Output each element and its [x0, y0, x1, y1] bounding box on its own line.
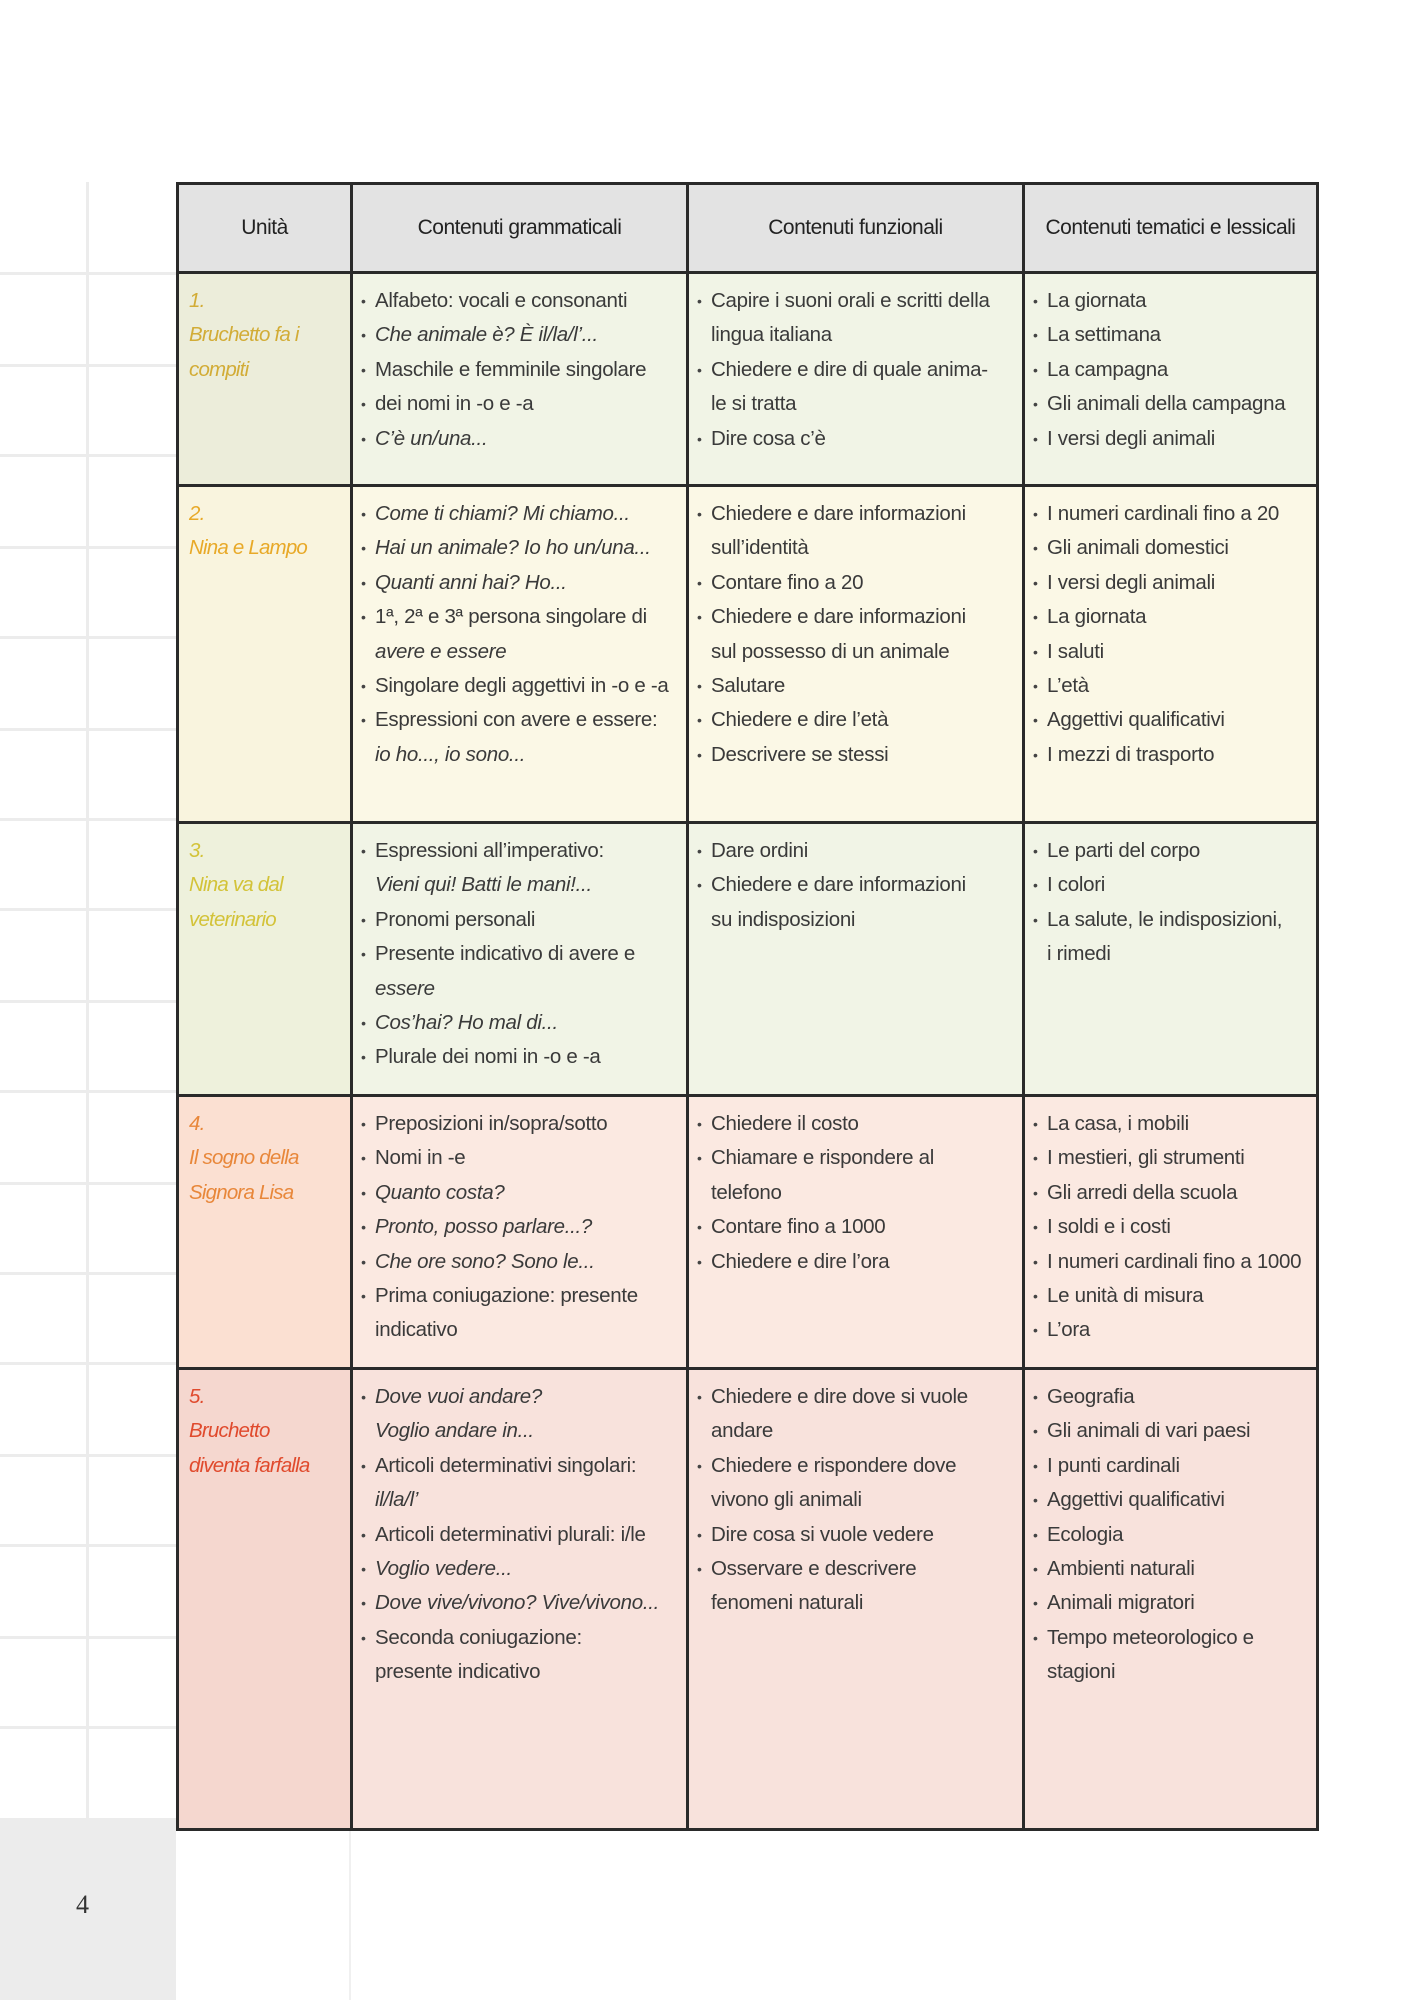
list-item: • Dare ordini	[697, 834, 1014, 868]
unit-cell	[178, 1096, 352, 1369]
list-item: • Nomi in -e	[361, 1141, 678, 1175]
list-item: • L’ora	[1033, 1313, 1308, 1347]
list-item: • La giornata	[1033, 284, 1308, 318]
list-item: • L’età	[1033, 669, 1308, 703]
unit-title-line: Il sogno della	[189, 1146, 299, 1170]
unit-title-line: Bruchetto fa i	[189, 323, 299, 347]
list-item: • La campagna	[1033, 353, 1308, 387]
list-item: • Chiedere e rispondere dove	[697, 1449, 1014, 1483]
list-item-continuation: io ho..., io sono...	[375, 742, 526, 766]
grammar-cell	[352, 486, 688, 823]
grammar-cell	[352, 1369, 688, 1830]
list-item-continuation: sull’identità	[711, 536, 809, 560]
list-item-continuation: su indisposizioni	[711, 907, 856, 931]
functional-cell	[688, 486, 1024, 823]
list-item-continuation: essere	[375, 976, 435, 1000]
unit-title-line: Nina e Lampo	[189, 536, 308, 560]
list-item: • Come ti chiami? Mi chiamo...	[361, 497, 678, 531]
unit-title-line: veterinario	[189, 907, 276, 931]
list-item: • Chiedere e dare informazioni	[697, 497, 1014, 531]
unit-number: 5.	[189, 1385, 205, 1408]
list-item-continuation: vivono gli animali	[711, 1488, 862, 1512]
grid-line	[0, 546, 176, 549]
thematic-cell	[1024, 823, 1318, 1096]
grid-line	[0, 1636, 176, 1639]
list-item: • Chiedere il costo	[697, 1107, 1014, 1141]
unit-title-line: compiti	[189, 357, 249, 381]
list-item-continuation: Voglio andare in...	[375, 1419, 534, 1443]
list-item-continuation: le si tratta	[711, 392, 797, 416]
list-item: • I versi degli animali	[1033, 566, 1308, 600]
list-item: • C’è un/una...	[361, 422, 678, 456]
list-item: • Salutare	[697, 669, 1014, 703]
list-item: • Pronomi personali	[361, 903, 678, 937]
margin-grid	[0, 182, 176, 1818]
grammar-cell	[352, 823, 688, 1096]
unit-title-line: Signora Lisa	[189, 1180, 294, 1204]
list-item: • Gli animali della campagna	[1033, 387, 1308, 421]
grid-line	[0, 1000, 176, 1003]
list-item: • Presente indicativo di avere e	[361, 937, 678, 971]
unit-number: 1.	[189, 289, 205, 312]
grid-line	[0, 364, 176, 367]
list-item: • I soldi e i costi	[1033, 1210, 1308, 1244]
unit-number: 3.	[189, 839, 205, 862]
list-item: • Gli animali domestici	[1033, 531, 1308, 565]
syllabus-table	[176, 182, 1319, 1831]
table-row	[178, 1096, 1318, 1369]
list-item: • Contare fino a 20	[697, 566, 1014, 600]
thematic-cell	[1024, 486, 1318, 823]
unit-cell	[178, 273, 352, 486]
functional-cell	[688, 1369, 1024, 1830]
list-item: • La settimana	[1033, 318, 1308, 352]
list-item: • Che animale è? È il/la/l’...	[361, 318, 678, 352]
header-functional: Contenuti funzionali	[688, 184, 1024, 273]
list-item-continuation: fenomeni naturali	[711, 1591, 864, 1615]
unit-number: 4.	[189, 1112, 205, 1135]
list-item: • Maschile e femminile singolare	[361, 353, 678, 387]
header-unit: Unità	[178, 184, 352, 273]
list-item: • I numeri cardinali fino a 20	[1033, 497, 1308, 531]
list-item: • Le unità di misura	[1033, 1279, 1308, 1313]
corner-line	[349, 1818, 351, 2000]
list-item-continuation: indicativo	[375, 1318, 458, 1342]
grid-line	[0, 1182, 176, 1185]
list-item-continuation: stagioni	[1047, 1660, 1116, 1684]
list-item: • Articoli determinativi plurali: i/le	[361, 1518, 678, 1552]
list-item: • Chiedere e dare informazioni	[697, 600, 1014, 634]
grid-line	[0, 728, 176, 731]
list-item: • Gli animali di vari paesi	[1033, 1414, 1308, 1448]
list-item: • Seconda coniugazione:	[361, 1621, 678, 1655]
list-item: • 1ª, 2ª e 3ª persona singolare di	[361, 600, 678, 634]
list-item: • Singolare degli aggettivi in -o e -a	[361, 669, 678, 703]
table-row	[178, 273, 1318, 486]
list-item-continuation: telefono	[711, 1180, 782, 1204]
thematic-cell	[1024, 273, 1318, 486]
list-item: • I colori	[1033, 868, 1308, 902]
header-thematic: Contenuti tematici e lessicali	[1024, 184, 1318, 273]
list-item: • Capire i suoni orali e scritti della	[697, 284, 1014, 318]
list-item: • Osservare e descrivere	[697, 1552, 1014, 1586]
unit-title-line: Nina va dal	[189, 873, 283, 897]
list-item: • Dove vuoi andare?	[361, 1380, 678, 1414]
list-item-continuation: andare	[711, 1419, 774, 1443]
list-item: • La casa, i mobili	[1033, 1107, 1308, 1141]
list-item: • Aggettivi qualificativi	[1033, 703, 1308, 737]
list-item: • Quanti anni hai? Ho...	[361, 566, 678, 600]
grid-line	[0, 454, 176, 457]
list-item: • Descrivere se stessi	[697, 738, 1014, 772]
grid-line	[0, 1272, 176, 1275]
unit-cell	[178, 823, 352, 1096]
list-item-continuation: il/la/l’	[375, 1488, 419, 1512]
list-item: • Chiedere e dire l’ora	[697, 1245, 1014, 1279]
grid-line	[0, 818, 176, 821]
list-item: • Aggettivi qualificativi	[1033, 1483, 1308, 1517]
list-item: • Tempo meteorologico e	[1033, 1621, 1308, 1655]
page-number: 4	[76, 1890, 89, 1919]
grid-line	[0, 272, 176, 275]
grid-line	[0, 908, 176, 911]
list-item: • Quanto costa?	[361, 1176, 678, 1210]
list-item: • I saluti	[1033, 635, 1308, 669]
list-item: • Hai un animale? Io ho un/una...	[361, 531, 678, 565]
unit-cell	[178, 1369, 352, 1830]
list-item: • Pronto, posso parlare...?	[361, 1210, 678, 1244]
list-item: • Le parti del corpo	[1033, 834, 1308, 868]
thematic-cell	[1024, 1369, 1318, 1830]
list-item: • Chiedere e dire di quale anima-	[697, 353, 1014, 387]
unit-cell	[178, 486, 352, 823]
table-row	[178, 486, 1318, 823]
table-row	[178, 1369, 1318, 1830]
functional-cell	[688, 273, 1024, 486]
list-item-continuation: lingua italiana	[711, 323, 832, 347]
list-item-continuation: avere e essere	[375, 639, 507, 663]
list-item: • I mestieri, gli strumenti	[1033, 1141, 1308, 1175]
list-item: • I versi degli animali	[1033, 422, 1308, 456]
list-item: • Ecologia	[1033, 1518, 1308, 1552]
grid-line	[0, 1090, 176, 1093]
list-item: • Alfabeto: vocali e consonanti	[361, 284, 678, 318]
list-item: • Chiedere e dare informazioni	[697, 868, 1014, 902]
list-item: • Dire cosa c’è	[697, 422, 1014, 456]
list-item: • Dove vive/vivono? Vive/vivono...	[361, 1586, 678, 1620]
unit-title-line: Bruchetto	[189, 1419, 270, 1443]
list-item-continuation: sul possesso di un animale	[711, 639, 950, 663]
table-row	[178, 823, 1318, 1096]
list-item: • Che ore sono? Sono le...	[361, 1245, 678, 1279]
grid-line	[0, 1362, 176, 1365]
list-item-continuation: • dei nomi in -o e -a	[361, 387, 678, 421]
list-item: • Voglio vedere...	[361, 1552, 678, 1586]
list-item: • Gli arredi della scuola	[1033, 1176, 1308, 1210]
list-item: • Espressioni con avere e essere:	[361, 703, 678, 737]
list-item: • I punti cardinali	[1033, 1449, 1308, 1483]
list-item: • Chiamare e rispondere al	[697, 1141, 1014, 1175]
grid-line	[0, 1726, 176, 1729]
list-item: • Dire cosa si vuole vedere	[697, 1518, 1014, 1552]
unit-title-line: diventa farfalla	[189, 1453, 310, 1477]
grid-line	[0, 1544, 176, 1547]
list-item-continuation: presente indicativo	[375, 1660, 541, 1684]
grammar-cell	[352, 1096, 688, 1369]
functional-cell	[688, 823, 1024, 1096]
thematic-cell	[1024, 1096, 1318, 1369]
list-item: • I numeri cardinali fino a 1000	[1033, 1245, 1308, 1279]
list-item: • Chiedere e dire l’età	[697, 703, 1014, 737]
functional-cell	[688, 1096, 1024, 1369]
list-item: • Geografia	[1033, 1380, 1308, 1414]
grammar-cell	[352, 273, 688, 486]
header-grammar: Contenuti grammaticali	[352, 184, 688, 273]
list-item: • Animali migratori	[1033, 1586, 1308, 1620]
grid-line	[0, 1454, 176, 1457]
table-header-row	[178, 184, 1318, 273]
list-item: • I mezzi di trasporto	[1033, 738, 1308, 772]
unit-number: 2.	[189, 502, 205, 525]
list-item: • Preposizioni in/sopra/sotto	[361, 1107, 678, 1141]
list-item: • Contare fino a 1000	[697, 1210, 1014, 1244]
list-item: • Espressioni all’imperativo:	[361, 834, 678, 868]
list-item: • Articoli determinativi singolari:	[361, 1449, 678, 1483]
list-item: • La salute, le indisposizioni,	[1033, 903, 1308, 937]
list-item: • La giornata	[1033, 600, 1308, 634]
list-item: • Prima coniugazione: presente	[361, 1279, 678, 1313]
grid-line	[0, 636, 176, 639]
list-item: • Chiedere e dire dove si vuole	[697, 1380, 1014, 1414]
list-item-continuation: i rimedi	[1047, 942, 1111, 966]
list-item: • Ambienti naturali	[1033, 1552, 1308, 1586]
list-item: • Plurale dei nomi in -o e -a	[361, 1040, 678, 1074]
list-item-continuation: Vieni qui! Batti le mani!...	[375, 873, 592, 897]
list-item: • Cos’hai? Ho mal di...	[361, 1006, 678, 1040]
